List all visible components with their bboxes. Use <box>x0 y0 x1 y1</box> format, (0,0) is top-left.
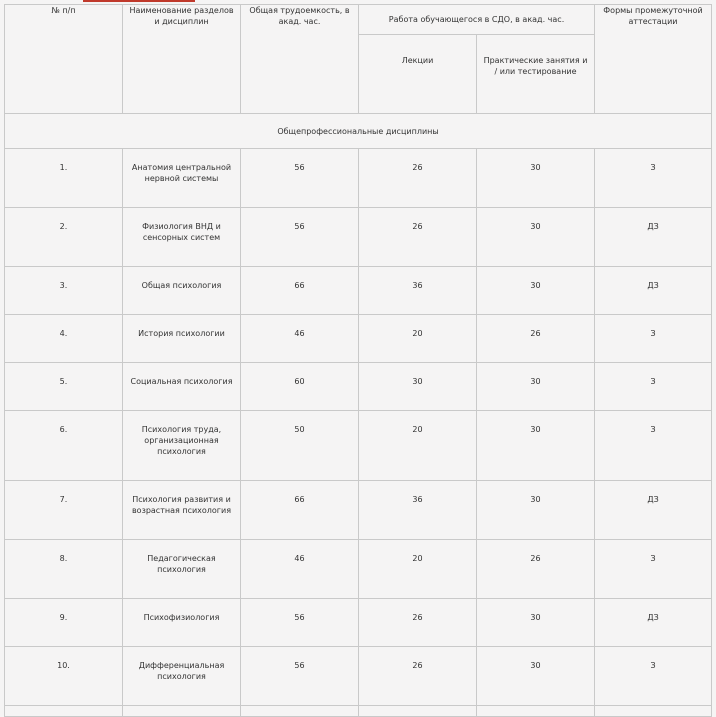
table-row <box>5 208 712 267</box>
table-row <box>5 481 712 540</box>
total-hours: 66 <box>241 481 359 540</box>
assessment-form: З <box>595 149 712 208</box>
header-assessment-form: Формы промежуточной аттестации <box>595 5 712 114</box>
cell-empty <box>241 706 359 717</box>
practice-hours: 30 <box>477 363 595 411</box>
row-number: 10. <box>5 647 123 706</box>
row-number: 7. <box>5 481 123 540</box>
practice-hours: 26 <box>477 315 595 363</box>
discipline-name: Физиология ВНД и сенсорных систем <box>123 208 241 267</box>
total-hours: 46 <box>241 315 359 363</box>
cell-empty <box>477 706 595 717</box>
table-row <box>5 315 712 363</box>
cell-empty <box>5 706 123 717</box>
row-number: 1. <box>5 149 123 208</box>
row-number: 6. <box>5 411 123 481</box>
discipline-name: Общая психология <box>123 267 241 315</box>
table-row <box>5 149 712 208</box>
total-hours: 50 <box>241 411 359 481</box>
lecture-hours: 26 <box>359 149 477 208</box>
row-number: 8. <box>5 540 123 599</box>
row-number: 2. <box>5 208 123 267</box>
cell-empty <box>595 706 712 717</box>
practice-hours: 30 <box>477 599 595 647</box>
assessment-form: З <box>595 647 712 706</box>
assessment-form: ДЗ <box>595 481 712 540</box>
discipline-name: Психофизиология <box>123 599 241 647</box>
cell-empty <box>359 706 477 717</box>
discipline-name: Психология развития и возрастная психология <box>123 481 241 540</box>
assessment-form: З <box>595 540 712 599</box>
cell-empty <box>123 706 241 717</box>
total-hours: 56 <box>241 599 359 647</box>
total-hours: 56 <box>241 149 359 208</box>
assessment-form: З <box>595 315 712 363</box>
lecture-hours: 20 <box>359 540 477 599</box>
top-accent-bar <box>83 0 195 2</box>
row-number: 9. <box>5 599 123 647</box>
assessment-form: ДЗ <box>595 599 712 647</box>
discipline-name: Дифференциальная психология <box>123 647 241 706</box>
table-row <box>5 267 712 315</box>
table-header-row <box>5 5 712 35</box>
practice-hours: 30 <box>477 481 595 540</box>
practice-hours: 30 <box>477 647 595 706</box>
row-number: 5. <box>5 363 123 411</box>
total-hours: 56 <box>241 208 359 267</box>
row-number: 3. <box>5 267 123 315</box>
discipline-name: Анатомия центральной нервной системы <box>123 149 241 208</box>
lecture-hours: 30 <box>359 363 477 411</box>
total-hours: 56 <box>241 647 359 706</box>
section-title: Общепрофессиональные дисциплины <box>5 114 712 149</box>
lecture-hours: 26 <box>359 599 477 647</box>
practice-hours: 30 <box>477 267 595 315</box>
assessment-form: ДЗ <box>595 208 712 267</box>
table-row <box>5 363 712 411</box>
practice-hours: 30 <box>477 149 595 208</box>
lecture-hours: 20 <box>359 411 477 481</box>
discipline-name: Педагогическая психология <box>123 540 241 599</box>
table-row <box>5 647 712 706</box>
practice-hours: 26 <box>477 540 595 599</box>
discipline-name: Социальная психология <box>123 363 241 411</box>
total-hours: 60 <box>241 363 359 411</box>
table-row <box>5 540 712 599</box>
lecture-hours: 26 <box>359 208 477 267</box>
table-row <box>5 599 712 647</box>
section-row <box>5 114 712 149</box>
assessment-form: З <box>595 363 712 411</box>
lecture-hours: 26 <box>359 647 477 706</box>
practice-hours: 30 <box>477 208 595 267</box>
lecture-hours: 20 <box>359 315 477 363</box>
table-row <box>5 411 712 481</box>
header-discipline-name: Наименование разделов и дисциплин <box>123 5 241 114</box>
practice-hours: 30 <box>477 411 595 481</box>
assessment-form: ДЗ <box>595 267 712 315</box>
header-lms-work: Работа обучающегося в СДО, в акад. час. <box>359 5 595 35</box>
row-number: 4. <box>5 315 123 363</box>
table-row-partial <box>5 706 712 717</box>
lecture-hours: 36 <box>359 481 477 540</box>
lecture-hours: 36 <box>359 267 477 315</box>
discipline-name: История психологии <box>123 315 241 363</box>
header-total-hours: Общая трудоемкость, в акад. час. <box>241 5 359 114</box>
total-hours: 46 <box>241 540 359 599</box>
curriculum-table <box>4 4 712 717</box>
header-practice: Практические занятия и / или тестирование <box>477 35 595 114</box>
discipline-name: Психология труда, организационная психология <box>123 411 241 481</box>
assessment-form: З <box>595 411 712 481</box>
total-hours: 66 <box>241 267 359 315</box>
header-number: № п/п <box>5 5 123 114</box>
header-lectures: Лекции <box>359 35 477 114</box>
